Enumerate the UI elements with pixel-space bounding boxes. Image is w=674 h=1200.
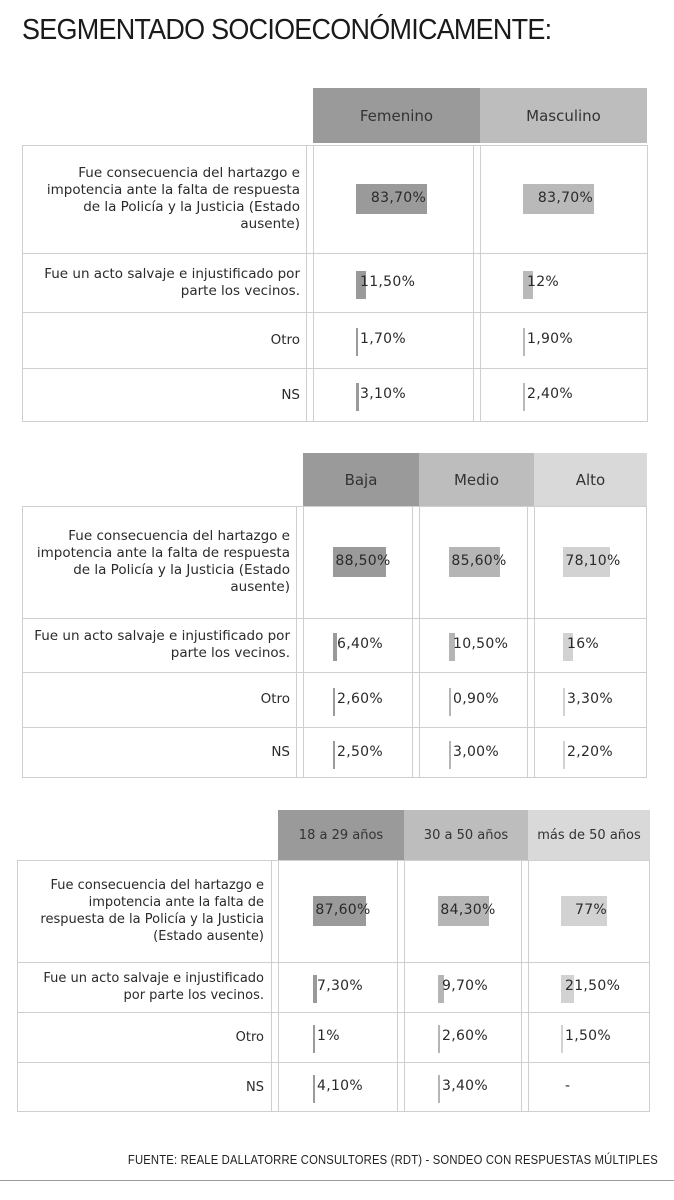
column-divider	[480, 145, 481, 422]
data-label: 83,70%	[537, 190, 594, 206]
bar-t2-c1-r3	[333, 688, 335, 716]
data-label: 78,10%	[565, 553, 621, 569]
data-label: 3,10%	[360, 386, 406, 402]
column-divider	[313, 145, 314, 422]
data-label: 10,50%	[453, 636, 509, 652]
bottom-rule	[0, 1180, 674, 1181]
row-label: Otro	[235, 1029, 264, 1045]
column-divider	[296, 506, 297, 778]
bar-t1-c1-r4	[356, 383, 359, 411]
row-label: Fue consecuencia del hartazgo e impotencia ante la falta de respuesta de la Policía y la Justicia (Estado ausente)	[46, 165, 300, 232]
column-divider	[521, 860, 522, 1112]
row-label: NS	[246, 1079, 264, 1095]
bar-t3-c1-r3	[313, 1025, 315, 1053]
data-label: 11,50%	[360, 274, 416, 290]
bar-t1-c2-r3	[523, 328, 525, 356]
data-label: 7,30%	[317, 978, 363, 994]
column-divider	[404, 860, 405, 1112]
column-divider	[397, 860, 398, 1112]
row-label: Fue consecuencia del hartazgo e impotencia ante la falta de respuesta de la Policía y la Justicia (Estado ausente)	[40, 878, 264, 944]
data-label: 1,70%	[360, 331, 406, 347]
data-label: 2,40%	[527, 386, 573, 402]
column-header-1: Femenino	[313, 88, 480, 143]
data-label: 2,60%	[442, 1028, 488, 1044]
data-label: 3,00%	[453, 744, 499, 760]
data-label: 1%	[317, 1028, 340, 1044]
column-header-1: Baja	[303, 453, 419, 506]
column-divider	[303, 506, 304, 778]
bar-t3-c2-r4	[438, 1075, 440, 1103]
row-label: Otro	[260, 691, 290, 707]
column-header-2: Medio	[419, 453, 534, 506]
data-label: 85,60%	[451, 553, 507, 569]
column-divider	[271, 860, 272, 1112]
data-label: 87,60%	[315, 902, 371, 918]
bar-t1-c1-r3	[356, 328, 358, 356]
bar-t2-c1-r4	[333, 741, 335, 769]
row-label: NS	[281, 386, 300, 403]
column-header-3: Alto	[534, 453, 647, 506]
data-label: 2,60%	[337, 691, 383, 707]
row-label: Fue consecuencia del hartazgo e impotencia ante la falta de respuesta de la Policía y la Justicia (Estado ausente)	[36, 528, 290, 595]
column-divider	[534, 506, 535, 778]
data-label: 1,50%	[565, 1028, 611, 1044]
data-label: 1,90%	[527, 331, 573, 347]
data-label: 12%	[527, 274, 560, 290]
column-divider	[419, 506, 420, 778]
data-label: 3,30%	[567, 691, 613, 707]
data-label: 2,50%	[337, 744, 383, 760]
column-header-2: Masculino	[480, 88, 647, 143]
data-label: 88,50%	[335, 553, 391, 569]
data-label: 83,70%	[370, 190, 427, 206]
data-label: 4,10%	[317, 1078, 363, 1094]
row-label: Fue un acto salvaje e injustificado por parte los vecinos.	[43, 971, 264, 1003]
column-divider	[306, 145, 307, 422]
column-divider	[473, 145, 474, 422]
data-label: 16%	[567, 636, 600, 652]
column-divider	[412, 506, 413, 778]
bar-t2-c3-r4	[563, 741, 565, 769]
data-label: 21,50%	[565, 978, 621, 994]
bar-t2-c2-r4	[449, 741, 451, 769]
row-label: NS	[271, 744, 290, 760]
data-label: 2,20%	[567, 744, 613, 760]
data-label: 77%	[574, 902, 608, 918]
column-header-3: más de 50 años	[528, 810, 650, 860]
data-label: -	[565, 1078, 571, 1094]
row-label: Otro	[270, 331, 300, 348]
column-header-1: 18 a 29 años	[278, 810, 404, 860]
data-label: 3,40%	[442, 1078, 488, 1094]
data-label: 0,90%	[453, 691, 499, 707]
data-label: 84,30%	[440, 902, 496, 918]
column-header-2: 30 a 50 años	[404, 810, 528, 860]
data-label: 9,70%	[442, 978, 488, 994]
source-note: FUENTE: REALE DALLATORRE CONSULTORES (RDT) - SONDEO CON RESPUESTAS MÚLTIPLES	[127, 1153, 658, 1167]
data-label: 6,40%	[337, 636, 383, 652]
bar-t2-c2-r3	[449, 688, 451, 716]
column-divider	[278, 860, 279, 1112]
row-label: Fue un acto salvaje e injustificado por parte los vecinos.	[34, 628, 290, 661]
column-divider	[528, 860, 529, 1112]
bar-t1-c2-r4	[523, 383, 525, 411]
column-divider	[527, 506, 528, 778]
bar-t3-c3-r3	[561, 1025, 563, 1053]
bar-t3-c2-r3	[438, 1025, 440, 1053]
row-label: Fue un acto salvaje e injustificado por parte los vecinos.	[44, 265, 300, 299]
page-title: SEGMENTADO SOCIOECONÓMICAMENTE:	[22, 14, 552, 46]
bar-t2-c3-r3	[563, 688, 565, 716]
bar-t3-c1-r4	[313, 1075, 315, 1103]
